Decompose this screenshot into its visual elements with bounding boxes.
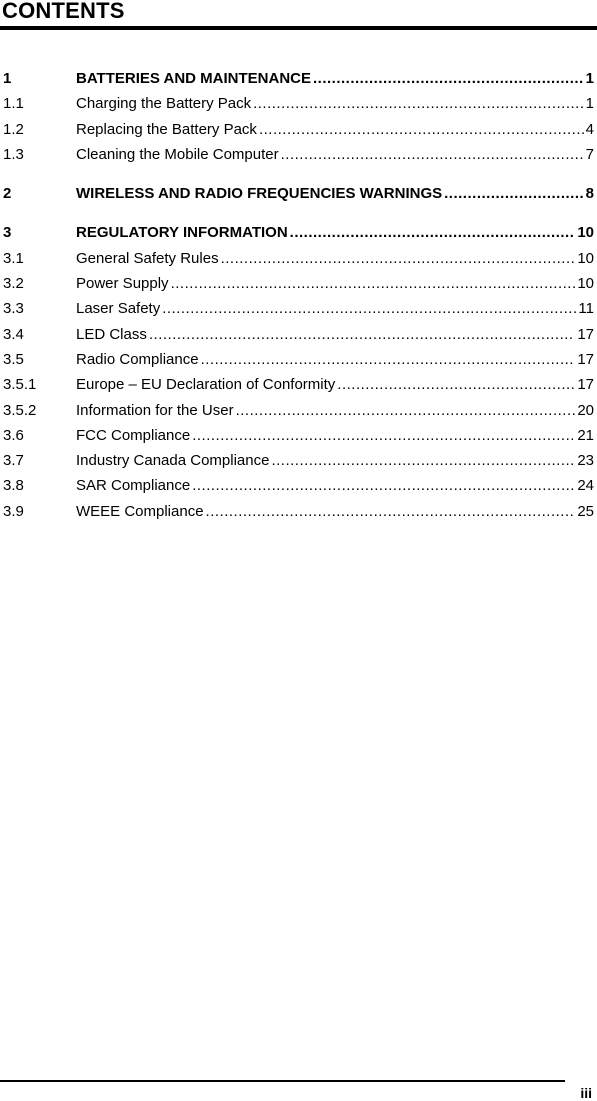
toc-entry-page: 7 bbox=[585, 145, 594, 163]
page-number: iii bbox=[580, 1085, 592, 1101]
toc-leader-dots bbox=[221, 250, 576, 268]
toc-entry[interactable] bbox=[0, 402, 594, 427]
toc-entry[interactable] bbox=[0, 250, 594, 275]
toc-leader-dots bbox=[281, 146, 584, 164]
toc-entry-label: WEEE Compliance bbox=[76, 502, 204, 520]
toc-entry[interactable] bbox=[0, 185, 594, 210]
toc-entry-page: 17 bbox=[577, 350, 594, 368]
toc-entry-label: Industry Canada Compliance bbox=[76, 452, 270, 470]
toc-entry[interactable] bbox=[0, 477, 594, 502]
toc-entry-page: 24 bbox=[577, 477, 594, 495]
toc-leader-dots bbox=[149, 326, 575, 344]
toc-entry-number: 1.2 bbox=[3, 120, 24, 138]
toc-entry-number: 3 bbox=[3, 224, 12, 242]
toc-entry-number: 3.5.2 bbox=[3, 401, 37, 419]
toc-entry-page: 21 bbox=[577, 426, 594, 444]
toc-leader-dots bbox=[192, 427, 575, 445]
title-divider bbox=[0, 26, 597, 30]
toc-entry-label: WIRELESS AND RADIO FREQUENCIES WARNINGS bbox=[76, 185, 443, 203]
toc-entry-number: 3.7 bbox=[3, 452, 24, 470]
toc-entry[interactable] bbox=[0, 224, 594, 249]
toc-leader-dots bbox=[201, 351, 576, 369]
toc-entry-number: 3.8 bbox=[3, 477, 24, 495]
footer-divider bbox=[0, 1080, 565, 1082]
toc-entry-page: 11 bbox=[578, 300, 594, 318]
toc-entry-label: Information for the User bbox=[76, 401, 234, 419]
toc-entry[interactable] bbox=[0, 503, 594, 528]
toc-entry[interactable] bbox=[0, 95, 594, 120]
toc-entry-label: BATTERIES AND MAINTENANCE bbox=[76, 70, 311, 87]
toc-entry-label: SAR Compliance bbox=[76, 477, 191, 495]
toc-entry-page: 1 bbox=[585, 95, 594, 113]
toc-entry[interactable] bbox=[0, 146, 594, 171]
toc-leader-dots bbox=[313, 70, 584, 88]
toc-entry-number: 3.5.1 bbox=[3, 376, 37, 394]
toc-entry[interactable] bbox=[0, 121, 594, 146]
toc-entry-page: 10 bbox=[577, 224, 594, 242]
toc-entry-number: 1.3 bbox=[3, 145, 24, 163]
toc-entry[interactable] bbox=[0, 351, 594, 376]
toc-entry-label: Replacing the Battery Pack bbox=[76, 120, 257, 138]
toc-entry[interactable] bbox=[0, 427, 594, 452]
toc-entry-page: 8 bbox=[585, 185, 594, 203]
toc-entry-label: REGULATORY INFORMATION bbox=[76, 224, 288, 242]
toc-entry-page: 4 bbox=[585, 120, 594, 138]
toc-entry-label: FCC Compliance bbox=[76, 426, 191, 444]
toc-leader-dots bbox=[206, 503, 576, 521]
toc-entry-number: 1.1 bbox=[3, 95, 24, 113]
toc-entry-number: 3.5 bbox=[3, 350, 24, 368]
toc-entry[interactable] bbox=[0, 300, 594, 325]
toc-leader-dots bbox=[171, 275, 576, 293]
toc-entry-label: LED Class bbox=[76, 325, 147, 343]
toc-entry-page: 17 bbox=[577, 325, 594, 343]
toc-entry-label: Radio Compliance bbox=[76, 350, 199, 368]
toc-entry-number: 2 bbox=[3, 185, 12, 203]
toc-entry[interactable] bbox=[0, 326, 594, 351]
toc-entry-number: 3.4 bbox=[3, 325, 24, 343]
toc-entry-label: Laser Safety bbox=[76, 300, 161, 318]
toc-entry-label: General Safety Rules bbox=[76, 249, 219, 267]
toc-entry-page: 10 bbox=[577, 249, 594, 267]
toc-entry-label: Cleaning the Mobile Computer bbox=[76, 145, 279, 163]
toc-entry[interactable] bbox=[0, 452, 594, 477]
toc-entry-number: 3.1 bbox=[3, 249, 24, 267]
toc-entry-label: Charging the Battery Pack bbox=[76, 95, 252, 113]
page-title: CONTENTS bbox=[2, 0, 125, 23]
toc-entry-page: 10 bbox=[577, 275, 594, 293]
toc-leader-dots bbox=[271, 452, 575, 470]
toc-leader-dots bbox=[162, 300, 576, 318]
toc-leader-dots bbox=[259, 121, 584, 139]
toc-leader-dots bbox=[236, 402, 576, 420]
toc-entry-page: 20 bbox=[577, 401, 594, 419]
toc-entry-number: 3.9 bbox=[3, 502, 24, 520]
toc-entry-number: 3.3 bbox=[3, 300, 24, 318]
toc-entry[interactable] bbox=[0, 376, 594, 401]
toc-entry-page: 23 bbox=[577, 452, 594, 470]
toc-entry-number: 3.6 bbox=[3, 426, 24, 444]
toc-entry-page: 17 bbox=[577, 376, 594, 394]
toc-entry-number: 1 bbox=[3, 70, 12, 87]
toc-entry-label: Europe – EU Declaration of Conformity bbox=[76, 376, 336, 394]
toc-entry-number: 3.2 bbox=[3, 275, 24, 293]
toc-leader-dots bbox=[192, 477, 575, 495]
toc-leader-dots bbox=[444, 185, 584, 203]
toc-leader-dots bbox=[253, 95, 584, 113]
toc-entry-page: 25 bbox=[577, 502, 594, 520]
toc-entry-page: 1 bbox=[585, 70, 594, 87]
toc-entry-label: Power Supply bbox=[76, 275, 169, 293]
toc-entry[interactable] bbox=[0, 70, 594, 95]
toc-leader-dots bbox=[290, 224, 576, 242]
table-of-contents bbox=[0, 70, 594, 528]
toc-leader-dots bbox=[337, 376, 575, 394]
toc-entry[interactable] bbox=[0, 275, 594, 300]
